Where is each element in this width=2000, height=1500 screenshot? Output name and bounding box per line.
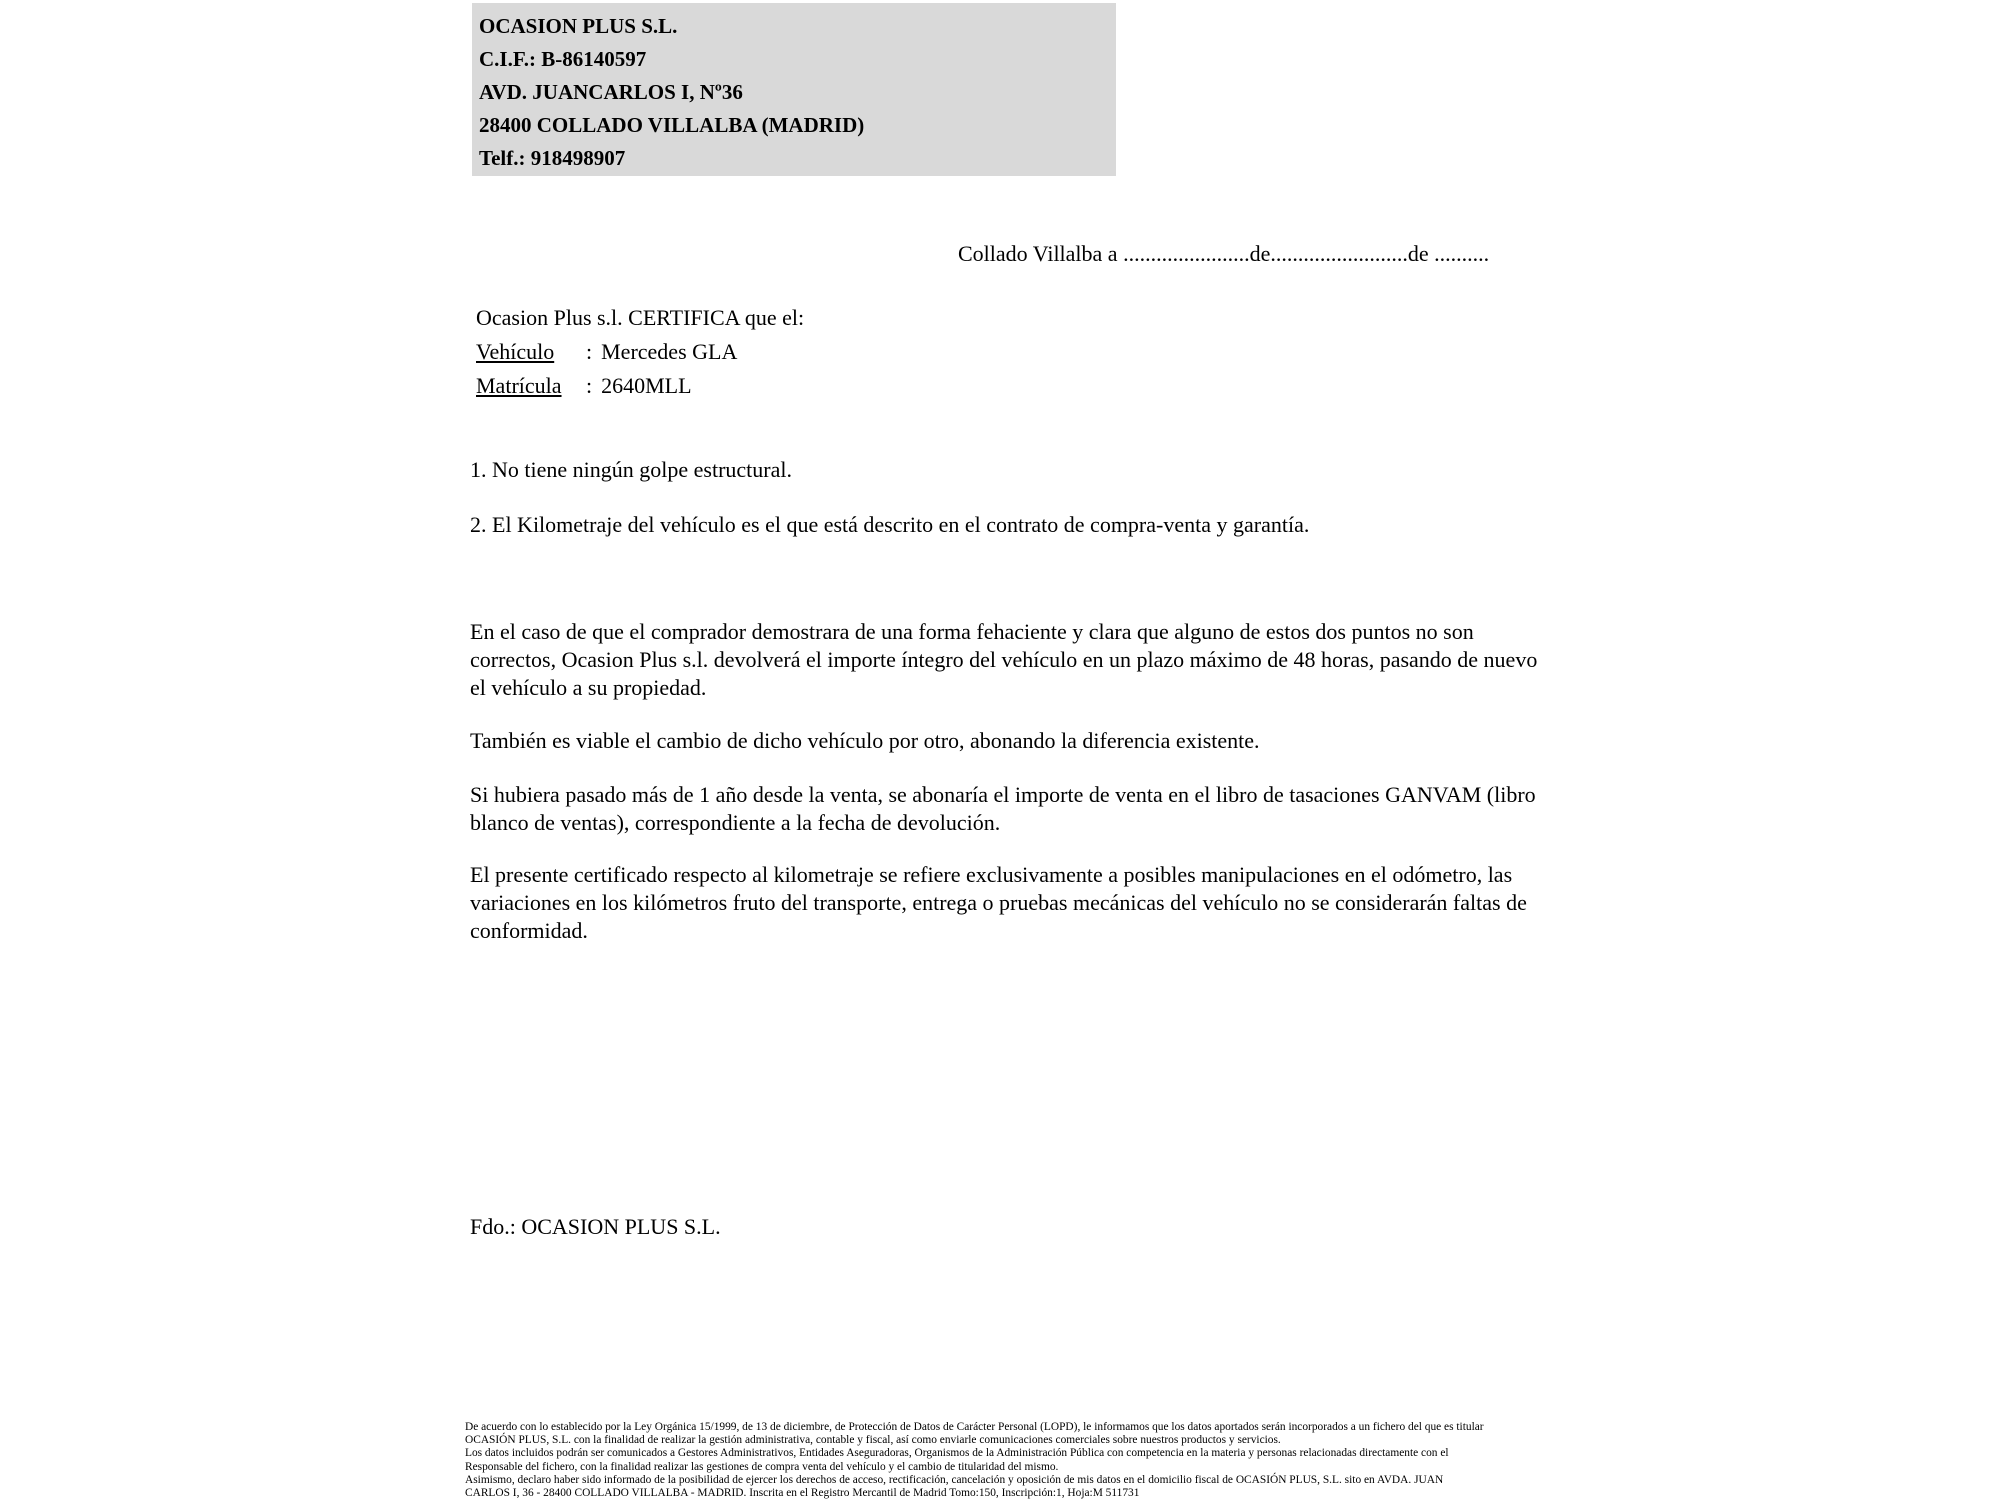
company-phone: Telf.: 918498907 <box>479 146 626 170</box>
legal-line-lopd: De acuerdo con lo establecido por la Ley Orgánica 15/1999, de 13 de diciembre, de Protección de Datos de Carácter Personal (LOPD), le informamos que los datos aportados serán incorporados a un fichero del que es titular <box>465 1421 1484 1433</box>
legal-line-purpose: OCASIÓN PLUS, S.L. con la finalidad de realizar la gestión administrativa, contable y fiscal, así como enviarle comunicaciones comerciales sobre nuestros productos y servicios. <box>465 1434 1281 1447</box>
company-cif: C.I.F.: B-86140597 <box>479 47 647 71</box>
vehicle-value: Mercedes GLA <box>601 339 738 364</box>
paragraph-ganvam: Si hubiera pasado más de 1 año desde la venta, se abonaría el importe de venta en el libro de tasaciones GANVAM (libro blanco de ventas), correspondiente a la fecha de devolución. <box>470 782 1536 835</box>
vehicle-label: Vehículo <box>476 339 555 364</box>
plate-field <box>476 369 804 403</box>
vehicle-field <box>476 335 804 369</box>
date-place-line: Collado Villalba a .......................de.........................de .......... <box>958 241 1490 266</box>
company-header-block <box>472 3 1116 176</box>
plate-value: 2640MLL <box>601 373 692 398</box>
legal-footer <box>465 1421 1555 1500</box>
legal-line-rights: Asimismo, declaro haber sido informado de la posibilidad de ejercer los derechos de acceso, rectificación, cancelación y oposición de mis datos en el domicilio fiscal de OCASIÓN PLUS, S.L. sito en AVDA. JUAN <box>465 1473 1444 1486</box>
legal-line-registry: CARLOS I, 36 - 28400 COLLADO VILLALBA - MADRID. Inscrita en el Registro Mercantil de Madrid Tomo:150, Inscripción:1, Hoja:M 511731 <box>465 1487 1140 1500</box>
company-name: OCASION PLUS S.L. <box>479 14 678 38</box>
statement-structural: 1. No tiene ningún golpe estructural. <box>470 457 792 482</box>
certification-intro: Ocasion Plus s.l. CERTIFICA que el: <box>476 305 805 330</box>
paragraph-odometer: El presente certificado respecto al kilometraje se refiere exclusivamente a posibles manipulaciones en el odómetro, las variaciones en los kilómetros fruto del transporte, entrega o pruebas mecánicas del vehículo no se considerarán faltas de conformidad. <box>470 862 1527 943</box>
legal-line-responsible: Responsable del fichero, con la finalidad realizar las gestiones de compra venta del vehículo y el cambio de titularidad del mismo. <box>465 1460 1059 1473</box>
paragraph-exchange: También es viable el cambio de dicho vehículo por otro, abonando la diferencia existente. <box>470 728 1260 753</box>
plate-separator: : <box>586 373 593 398</box>
certification-block <box>476 301 804 403</box>
legal-line-sharing: Los datos incluidos podrán ser comunicados a Gestores Administrativos, Entidades Aseguradoras, Organismos de la Administración Pública con competencia en la materia y personas relacionadas directamente con el <box>465 1447 1449 1460</box>
signature-line: Fdo.: OCASION PLUS S.L. <box>470 1214 721 1239</box>
company-city: 28400 COLLADO VILLALBA (MADRID) <box>479 113 865 137</box>
company-address: AVD. JUANCARLOS I, Nº36 <box>479 80 743 104</box>
vehicle-separator: : <box>586 339 593 364</box>
plate-label: Matrícula <box>476 373 562 398</box>
statement-mileage: 2. El Kilometraje del vehículo es el que está descrito en el contrato de compra-venta y garantía. <box>470 512 1310 537</box>
paragraph-refund: En el caso de que el comprador demostrara de una forma fehaciente y clara que alguno de estos dos puntos no son correctos, Ocasion Plus s.l. devolverá el importe íntegro del vehículo en un plazo máximo de 48 horas, pasando de nuevo el vehículo a su propiedad. <box>470 619 1538 700</box>
